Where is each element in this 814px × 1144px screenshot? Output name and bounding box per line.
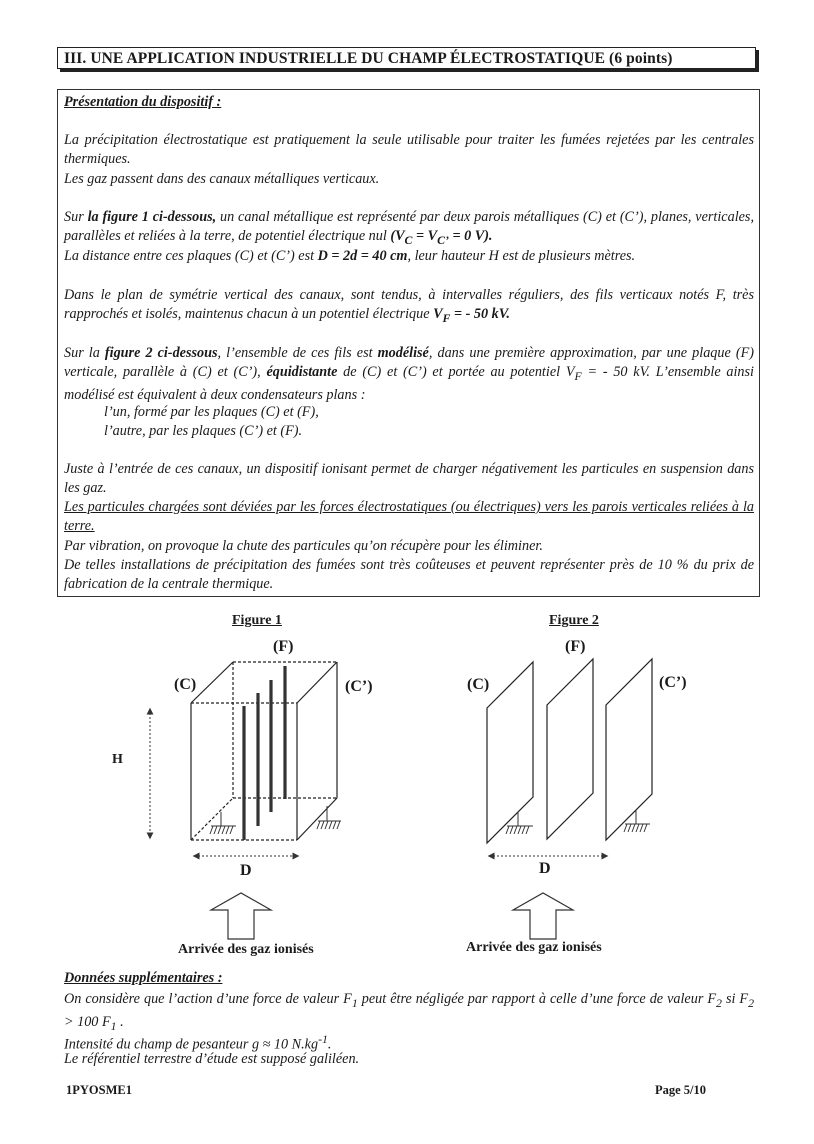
p6-vf-sub: F	[574, 368, 582, 383]
p5-vf-value: = - 50 kV.	[450, 306, 510, 322]
p4-c: , leur hauteur H est de plusieurs mètres.	[407, 248, 636, 264]
p5-vf: V	[433, 306, 443, 322]
p4-a: La distance entre ces plaques (C) et (C’) est	[64, 248, 318, 264]
d1-f2-sub: 2	[716, 995, 722, 1010]
p3-vc-open: (V	[390, 228, 405, 244]
paragraph-10: Les particules chargées sont déviées par les forces électrostatiques (ou électriques) vers les parois verticales reliées à la terre.	[64, 499, 754, 534]
section-title-text: III. UNE APPLICATION INDUSTRIELLE DU CHAMP ÉLECTROSTATIQUE (6 points)	[64, 50, 673, 67]
p3-a: Sur	[64, 209, 88, 225]
p6-g: de (C) et (C’) et portée au potentiel V	[337, 364, 575, 380]
fig2-label-Cp: (C’)	[659, 674, 687, 691]
paragraph-7: l’un, formé par les plaques (C) et (F),	[104, 404, 319, 420]
d2-b: .	[327, 1036, 332, 1053]
p6-figure-ref: figure 2 ci-dessous	[104, 345, 218, 361]
paragraph-1: La précipitation électrostatique est pratiquement la seule utilisable pour traiter les fumées rejetées par les centrales thermiques.	[64, 132, 754, 167]
paragraph-9: Juste à l’entrée de ces canaux, un dispositif ionisant permet de charger négativement les particules en suspension dans les gaz.	[64, 461, 754, 496]
d1-f1b-sub: 1	[110, 1018, 117, 1033]
paragraph-8: l’autre, par les plaques (C’) et (F).	[104, 423, 303, 439]
paragraph-2: Les gaz passent dans des canaux métalliques verticaux.	[64, 171, 380, 187]
fig2-plate-F	[547, 659, 593, 839]
p6-modelise: modélisé	[377, 345, 429, 361]
donnees-line-3: Le référentiel terrestre d’étude est supposé galiléen.	[64, 1051, 360, 1067]
d1-b: peut être négligée par rapport à celle d’une force de valeur F	[357, 991, 717, 1007]
p5-a: Dans le plan de symétrie vertical des canaux, sont tendus, à intervalles réguliers, des fils verticaux notés F, très rapprochés et isolés, maintenus chacun à un potentiel électrique	[64, 287, 754, 322]
p3-vc-end: = 0 V).	[448, 228, 493, 244]
d1-c: si F	[721, 991, 749, 1007]
fig1-label-H: H	[112, 752, 123, 767]
d1-d: > 100 F	[64, 1013, 111, 1030]
p4-distance: D = 2d = 40 cm	[317, 248, 408, 264]
p6-equidistante: équidistante	[266, 364, 338, 380]
p6-c: , l’ensemble de ces fils est	[217, 345, 378, 361]
d2-sup: -1	[318, 1032, 328, 1046]
p5-vf-sub: F	[442, 310, 451, 325]
p6-a: Sur la	[64, 345, 105, 361]
fig1-gas-inlet-arrow	[211, 893, 271, 939]
figure-1-box	[191, 662, 337, 840]
fig1-label-D: D	[240, 862, 252, 879]
p3-vc-eq: = V	[412, 228, 438, 244]
footer-code: 1PYOSME1	[66, 1083, 132, 1097]
fig2-label-F: (F)	[565, 638, 586, 655]
paragraph-12: De telles installations de précipitation des fumées sont très coûteuses et peuvent représenter près de 10 % du prix de fabrication de la centrale thermique.	[64, 557, 754, 592]
fig2-ground-left-icon	[506, 812, 533, 834]
p3-c: un canal métallique est représenté par deux parois métalliques (C) et (C’), planes, verticales, parallèles et reliées à la terre, de potentiel électrique nul	[64, 209, 754, 244]
fig2-label-D: D	[539, 860, 551, 877]
fig2-label-C: (C)	[467, 676, 490, 693]
p3-figure-ref: la figure 1 ci-dessous,	[87, 209, 217, 225]
footer-page: Page 5/10	[655, 1083, 707, 1097]
fig2-plate-Cp	[606, 659, 652, 840]
fig2-ground-right-icon	[624, 810, 650, 832]
p3-vc-sub: C	[404, 232, 413, 247]
fig2-plate-C	[487, 662, 533, 843]
d1-a: On considère que l’action d’une force de valeur F	[64, 991, 352, 1007]
figure-2-grounds	[506, 810, 650, 834]
d2-a: Intensité du champ de pesanteur g ≈ 10 N.kg	[64, 1036, 319, 1053]
figure-2-plates	[487, 659, 652, 843]
figure-2-title: Figure 2	[549, 613, 599, 628]
fig1-bottom-left	[191, 798, 233, 840]
figure-1-grounds	[210, 806, 341, 834]
figure-1-title: Figure 1	[232, 613, 282, 628]
fig2-caption: Arrivée des gaz ionisés	[466, 940, 602, 955]
donnees-line-1	[64, 990, 754, 1036]
p6-e: , dans une première approximation, par une plaque (F) verticale, parallèle à (C) et (C’),	[64, 345, 754, 380]
fig1-ground-left-icon	[210, 812, 236, 834]
paragraph-11: Par vibration, on provoque la chute des particules qu’on récupère pour les éliminer.	[64, 538, 543, 554]
p3-vcp-sub: C’	[437, 232, 449, 247]
fig1-caption: Arrivée des gaz ionisés	[178, 942, 314, 957]
fig1-ground-right-icon	[317, 806, 341, 829]
presentation-heading: Présentation du dispositif :	[64, 94, 222, 110]
figure-1-wires	[244, 666, 285, 840]
fig1-bottom-right	[297, 798, 337, 840]
fig1-top-left	[191, 662, 233, 703]
fig1-top-right	[297, 662, 337, 703]
fig1-label-F: (F)	[273, 638, 294, 655]
d1-f1-sub: 1	[351, 995, 358, 1010]
fig1-label-Cp: (C’)	[345, 678, 373, 695]
d1-f2b-sub: 2	[748, 995, 754, 1010]
fig2-gas-inlet-arrow	[513, 893, 573, 939]
p6-h: = - 50 kV. L’ensemble ainsi modélisé est équivalent à deux condensateurs plans :	[64, 364, 754, 403]
donnees-heading: Données supplémentaires :	[64, 970, 223, 986]
d1-e: .	[116, 1013, 124, 1030]
fig1-label-C: (C)	[174, 676, 197, 693]
